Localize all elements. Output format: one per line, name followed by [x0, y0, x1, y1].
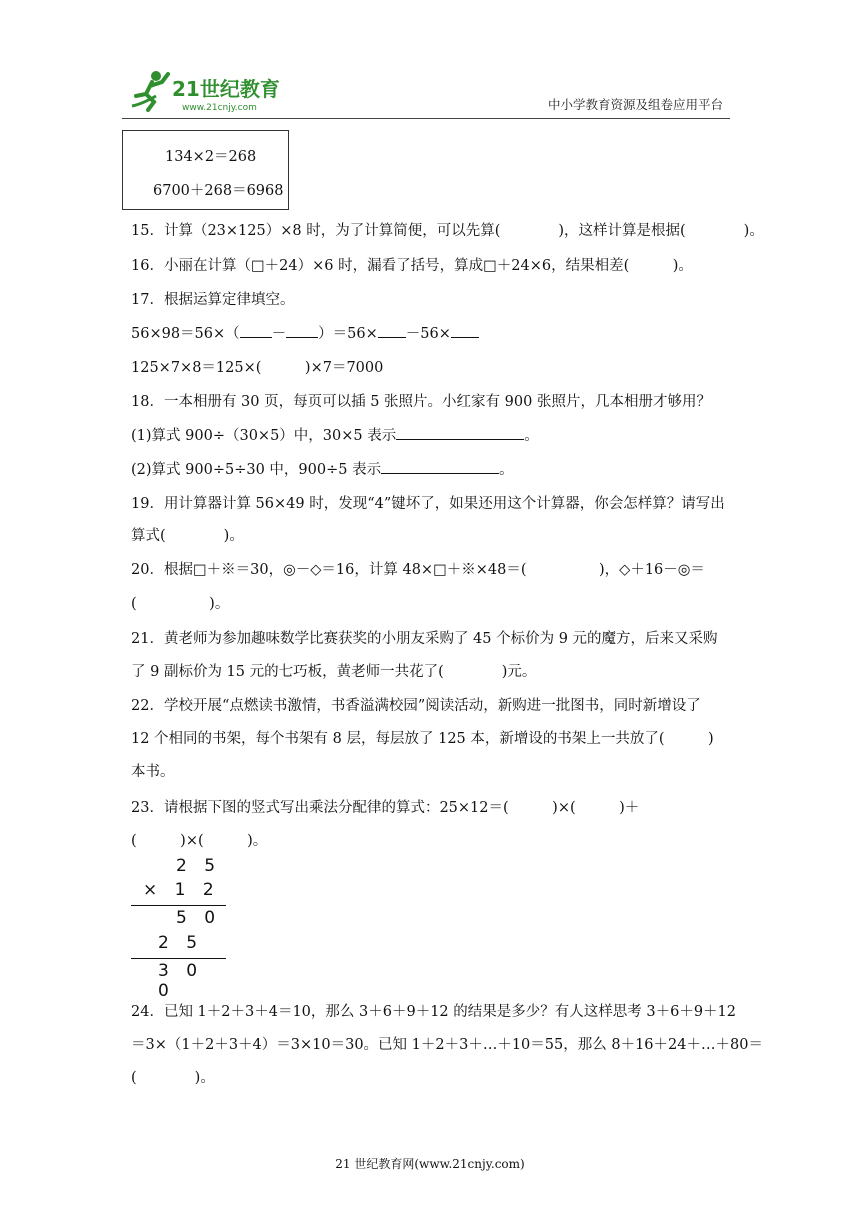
logo-text: 21世纪教育 [172, 77, 280, 101]
q17-text-d: －56× [405, 326, 451, 342]
vertical-row-3: 5 0 [176, 908, 222, 928]
question-22-line-2: 12 个相同的书架，每个书架有 8 层，每层放了 125 本，新增设的书架上一共放了( ) [131, 731, 714, 747]
blank[interactable] [381, 459, 499, 474]
vertical-row-4: 2 5 [158, 933, 204, 953]
platform-title: 中小学教育资源及组卷应用平台 [548, 97, 724, 112]
question-19-line-2: 算式( )。 [131, 528, 244, 544]
site-logo[interactable] [122, 66, 292, 116]
blank[interactable] [286, 323, 318, 338]
vertical-rule-2 [131, 958, 226, 959]
question-19-line-1: 19．用计算器计算 56×49 时，发现“4”键坏了，如果还用这个计算器，你会怎样算？请写出 [131, 496, 725, 512]
runner-logo-icon [122, 66, 292, 116]
page-footer: 21 世纪教育网(www.21cnjy.com) [335, 1157, 525, 1171]
q17-text-a: 56×98＝56×（ [131, 326, 240, 342]
question-23-line-2: ( )×( )。 [131, 833, 268, 849]
question-17-title: 17．根据运算定律填空。 [131, 292, 295, 308]
q17-text-c: ）＝56× [318, 326, 378, 342]
blank[interactable] [378, 323, 406, 338]
box-line-1: 134×2＝268 [165, 149, 257, 165]
blank[interactable] [396, 425, 524, 440]
q18-p2-end: 。 [499, 462, 514, 478]
question-18-title: 18．一本相册有 30 页，每页可以插 5 张照片。小红家有 900 张照片，几本相册才够用？ [131, 394, 711, 410]
calculation-box [122, 130, 289, 210]
question-15: 15．计算（23×125）×8 时，为了计算简便，可以先算( )，这样计算是根据( )。 [131, 223, 764, 239]
question-20-line-2: ( )。 [131, 596, 230, 612]
question-17-line-1 [131, 322, 479, 343]
vertical-rule-1 [131, 905, 226, 906]
q18-p1-text: (1)算式 900÷（30×5）中，30×5 表示 [131, 428, 397, 444]
blank[interactable] [451, 323, 479, 338]
question-18-part-2 [131, 458, 514, 479]
header-divider [122, 118, 730, 119]
question-16: 16．小丽在计算（□＋24）×6 时，漏看了括号，算成□＋24×6，结果相差( )。 [131, 258, 693, 274]
blank[interactable] [240, 323, 272, 338]
vertical-row-1: 2 5 [176, 856, 222, 876]
question-17-line-2: 125×7×8＝125×( )×7＝7000 [131, 360, 384, 376]
logo-url: www.21cnjy.com [182, 103, 257, 113]
question-23-line-1: 23．请根据下图的竖式写出乘法分配律的算式：25×12＝( )×( )＋ [131, 800, 640, 816]
question-24-line-2: ＝3×（1＋2＋3＋4）＝3×10＝30。已知 1＋2＋3＋…＋10＝55，那么 8＋16＋24＋…＋80＝ [131, 1037, 763, 1053]
question-21-line-2: 了 9 副标价为 15 元的七巧板，黄老师一共花了( )元。 [131, 664, 537, 680]
question-22-line-1: 22．学校开展“点燃读书激情，书香溢满校园”阅读活动，新购进一批图书，同时新增设了 [131, 698, 701, 714]
vertical-row-5: 3 0 0 [158, 961, 204, 1001]
vertical-row-2: × 1 2 [143, 880, 220, 900]
box-line-2: 6700＋268＝6968 [153, 183, 284, 199]
question-21-line-1: 21．黄老师为参加趣味数学比赛获奖的小朋友采购了 45 个标价为 9 元的魔方，后来又采购 [131, 631, 718, 647]
question-24-line-3: ( )。 [131, 1070, 215, 1086]
question-18-part-1 [131, 424, 539, 445]
question-22-line-3: 本书。 [131, 764, 175, 780]
q18-p2-text: (2)算式 900÷5÷30 中，900÷5 表示 [131, 462, 382, 478]
vertical-multiplication [131, 856, 231, 1001]
question-20-line-1: 20．根据□＋※＝30，◎－◇＝16，计算 48×□＋※×48＝( )，◇＋16－◎＝ [131, 562, 705, 578]
q17-text-b: － [271, 326, 287, 342]
q18-p1-end: 。 [524, 428, 539, 444]
question-24-line-1: 24．已知 1＋2＋3＋4＝10，那么 3＋6＋9＋12 的结果是多少？有人这样思考 3＋6＋9＋12 [131, 1004, 736, 1020]
